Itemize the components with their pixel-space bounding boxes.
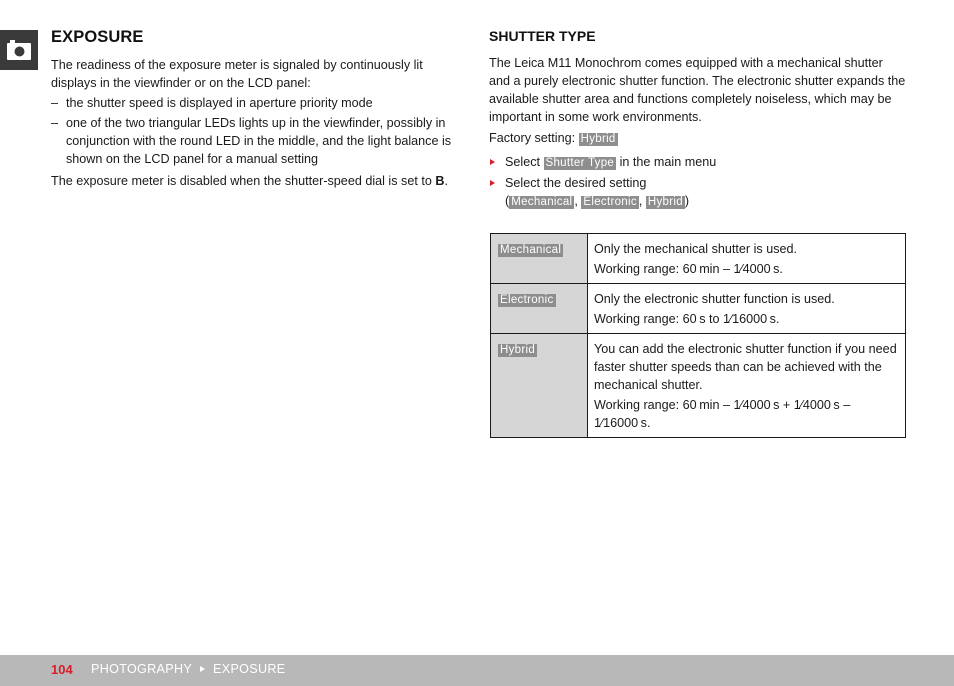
menu-tag-electronic: Electronic <box>500 294 554 306</box>
exposure-intro: The readiness of the exposure meter is signaled by continuously lit displays in the viewfinder or on the LCD panel: <box>51 58 423 90</box>
menu-tag-shutter-type: Shutter Type <box>545 157 615 169</box>
list-item: Select Shutter Type in the main menu <box>489 153 907 171</box>
menu-tag-hybrid: Hybrid <box>647 196 683 208</box>
table-row <box>491 234 906 284</box>
list-item: – one of the two triangular LEDs lights up in the viewfinder, possibly in conjunction with the round LED in the middle, and the light balance is shown on the LCD panel for a manual setting <box>51 114 466 168</box>
b-setting: B <box>435 174 445 188</box>
camera-icon <box>7 40 31 60</box>
breadcrumb-photography: PHOTOGRAPHY <box>91 662 193 676</box>
table-text: Working range: 60 s to 1⁄16000 s. <box>594 312 780 326</box>
table-text: You can add the electronic shutter function if you need faster shutter speeds than can be achieved with the mechanical shutter. <box>594 342 897 392</box>
steps-list <box>489 153 907 210</box>
table-text: Only the mechanical shutter is used. <box>594 242 798 256</box>
red-arrow-icon <box>490 180 495 186</box>
menu-tag-hybrid: Hybrid <box>580 133 616 145</box>
red-arrow-icon <box>490 159 495 165</box>
table-value-cell <box>588 234 906 284</box>
breadcrumb <box>91 662 285 676</box>
menu-tag-mechanical: Mechanical <box>511 196 573 208</box>
chapter-tab <box>0 30 38 70</box>
table-row <box>491 334 906 438</box>
menu-tag-mechanical: Mechanical <box>500 244 562 256</box>
section-title-shutter-type: SHUTTER TYPE <box>489 28 596 44</box>
exposure-outro: The exposure meter is disabled when the shutter-speed dial is set to B. <box>51 174 448 188</box>
table-value-cell <box>588 334 906 438</box>
list-item: Select the desired setting ( Mechanical , Electronic , Hybrid ) <box>489 174 907 210</box>
menu-tag-electronic: Electronic <box>583 196 637 208</box>
shutter-type-section <box>489 28 907 210</box>
factory-setting: Factory setting: Hybrid <box>489 131 616 145</box>
section-title-exposure: EXPOSURE <box>51 28 144 46</box>
page-footer <box>0 655 954 686</box>
list-item: – the shutter speed is displayed in aperture priority mode <box>51 94 466 112</box>
exposure-section <box>51 28 466 190</box>
table-text: Working range: 60 min – 1⁄4000 s. <box>594 262 783 276</box>
shutter-type-body: The Leica M11 Monochrom comes equipped with a mechanical shutter and a purely electronic shutter function. The electronic shutter expands the available shutter area and functions completely noiseless, which may be important in some work environments. <box>489 56 906 124</box>
page-number: 104 <box>51 662 73 677</box>
table-value-cell <box>588 284 906 334</box>
table-text: Only the electronic shutter function is used. <box>594 292 835 306</box>
exposure-list <box>51 94 466 168</box>
table-key-cell <box>491 334 588 438</box>
table-key-cell <box>491 284 588 334</box>
table-text: Working range: 60 min – 1⁄4000 s + 1⁄4000 s – 1⁄16000 s. <box>594 398 851 430</box>
shutter-options-table <box>490 233 906 438</box>
menu-tag-hybrid: Hybrid <box>500 344 536 356</box>
breadcrumb-separator-icon <box>200 666 205 672</box>
table-key-cell <box>491 234 588 284</box>
table-row <box>491 284 906 334</box>
breadcrumb-exposure: EXPOSURE <box>213 662 286 676</box>
